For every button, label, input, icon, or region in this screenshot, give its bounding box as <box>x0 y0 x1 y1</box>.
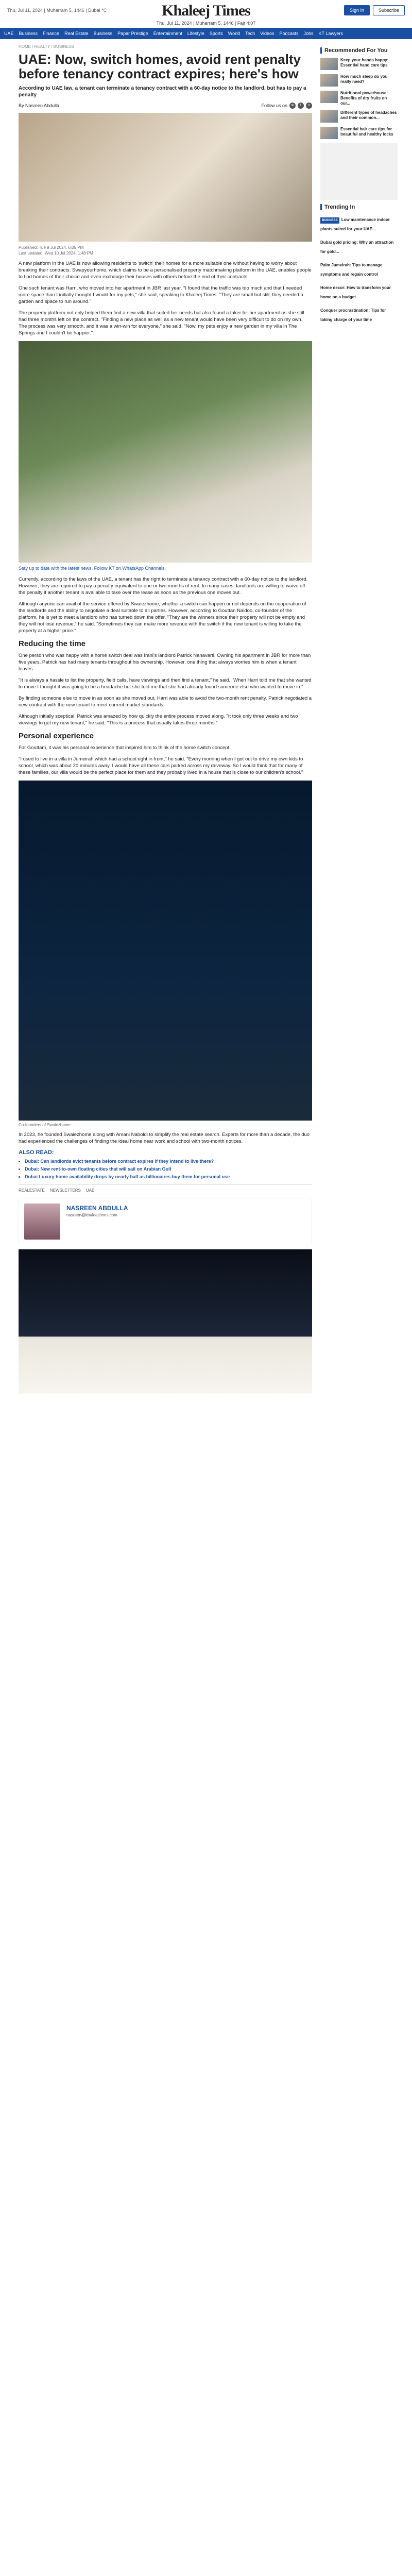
nav-item[interactable]: Tech <box>245 31 255 36</box>
nav-item[interactable]: Sports <box>209 31 223 36</box>
image-caption: Co-founders of Swaiezhome <box>19 1123 71 1127</box>
nav-item[interactable]: Videos <box>260 31 274 36</box>
recommended-item[interactable]: Keep your hands happy: Essential hand care tips <box>340 58 389 67</box>
subheadline: According to UAE law, a tenant can terminate a tenancy contract with a 60-day notice to the landlord, but has to pay a penalty <box>19 86 306 98</box>
nav-item[interactable]: Business <box>19 31 38 36</box>
recommended-title: Recommended For You <box>320 47 398 54</box>
paragraph: "I used to live in a villa in Jumeirah which had a school right in front," he said. "Every morning when I got out to drive my own kids to school, which was about 20 minutes away, I would have all these cars parked across my driveway. So I would think that for many of these families, our villa would be the perfect place for them and they probably lived in a house that is close to our children's school." <box>19 756 303 775</box>
share-bar <box>261 103 312 109</box>
updated-date: Last updated: Wed 10 Jul 2024, 1:48 PM <box>19 251 93 256</box>
main-nav <box>0 28 412 39</box>
nav-item[interactable]: Finance <box>43 31 60 36</box>
published-date: Published: Tue 9 Jul 2024, 6:05 PM <box>19 245 84 250</box>
author-link[interactable]: By Nasreen Abdulla <box>19 103 60 108</box>
top-date: Thu, Jul 11, 2024 | Muharram 5, 1446 | Dubai °C <box>7 8 107 13</box>
tag[interactable]: UAE <box>85 1188 95 1193</box>
recommended-item[interactable]: Different types of headaches and their common... <box>340 110 397 120</box>
also-read-link[interactable]: • Dubai: New rent-to-own floating cities that will sail on Arabian Gulf <box>25 1166 312 1172</box>
also-read-link[interactable]: • Dubai Luxury home availability drops by nearly half as billionaires buy them for personal use <box>25 1174 312 1179</box>
whatsapp-icon[interactable]: w <box>289 103 296 109</box>
nav-item[interactable]: Entertainment <box>153 31 182 36</box>
paragraph: One such tenant was Harri, who moved into her apartment in JBR last year. "I found that the traffic was too much and that I needed more space than I initially thought I would for my pets," she said, speaking to Khaleej Times. "They are small but still, they needed a garden and space to run around." <box>19 285 303 304</box>
sign-in-button[interactable]: Sign In <box>344 5 370 15</box>
nav-item[interactable]: Podcasts <box>279 31 299 36</box>
nav-item[interactable]: Jobs <box>303 31 314 36</box>
trending-item[interactable]: Conquer procrastination: Tips for taking charge of your time <box>320 308 386 322</box>
trending-tag: BUSINESS <box>320 217 339 224</box>
nav-item[interactable]: World <box>228 31 241 36</box>
nav-item[interactable]: KT Lawyers <box>318 31 343 36</box>
paragraph: A new platform in the UAE is now allowing residents to 'switch' their homes for a more suitable one without having to worry about breaking their contracts. Swapyourhome, which claims to be a personalised property matchmaking platform in the UAE, enables people to find homes of their choice and even exchange their houses with others before the end of their contracts. <box>19 261 312 280</box>
trending-item[interactable]: Palm Jumeirah: Tips to manage symptoms and regain control <box>320 263 383 277</box>
paragraph: Although anyone can avail of the service offered by Swaiezhome, whether a switch can happen or not depends on the cooperation of the landlords and the ability to negotiate a deal suitable to all parties. However, according to Gouttan Naidoo, co-founder of the platform, he is yet to meet a landlord who has turned down the offer. "They are the winners since their property will not be empty and they will not lose revenue," he said. "Sometimes they can make more revenue with the switch if the new tenant is willing to take the property at a higher price." <box>19 601 306 634</box>
author-name[interactable]: NASREEN ABDULLA <box>66 1205 128 1212</box>
recommended-item[interactable]: How much sleep do you really need? <box>340 74 388 84</box>
paragraph: One person who was happy with a home switch deal was Irani's landlord Patrick Nanavarti. Owning his apartment in JBR for more than five years, Patrick has had many tenants throughout his ownership. However, one thing that always worries him is when a tenant leaves. <box>19 653 311 672</box>
paragraph: The property platform not only helped them find a new villa that suited her needs but also found a taker for her apartment as she still had three months left on the contract. "Finding a new place as well as a new tenant would have been very difficult to do on my own. The process was very smooth, and it was a win-win for everyone," she said. "Now, my pets enjoy a new garden in my villa in The Springs and I couldn't be happier." <box>19 310 304 336</box>
paragraph: Currently, according to the laws of the UAE, a tenant has the right to terminate a tenancy contract with a 60-day notice to the landlord. However, they are required to pay a penalty equivalent to one or two months of rent. In many cases, landlords are willing to waive off the penalty if another tenant is available to take over the lease as soon as the previous one moves out. <box>19 577 308 596</box>
nav-item[interactable]: Business <box>93 31 113 36</box>
tag[interactable]: REALESTATE <box>19 1188 45 1193</box>
also-read <box>19 1149 312 1179</box>
site-logo[interactable]: Khaleej Times <box>162 2 250 19</box>
paragraph: By finding someone else to move in as soon as she moved out, Harri was able to avoid the two-month rent penalty. Patrick negotiated a new contract with the new tenant to meet current market standards. <box>19 696 312 708</box>
paragraph: In 2023, he founded Swaiezhome along with Amani Naboldi to simplify the real estate search. Experts for more than a decade, the duo had experienced the challenges of finding the ideal home near work and school with two-month notices. <box>19 1132 310 1144</box>
recommended-item[interactable]: Nutritional powerhouse: Benefits of dry fruits on our... <box>340 91 388 106</box>
follow-label: Follow us on <box>261 103 287 108</box>
paragraph: "It is always a hassle to list the property, field calls, have viewings and then find a tenant," he said. "When Harri told me that she wanted to move I thought it was going to be a headache but she told me that she had already found someone else who wanted to move in." <box>19 677 312 690</box>
x-icon[interactable]: x <box>306 103 312 109</box>
section-heading: Personal experience <box>19 732 94 740</box>
subscribe-button[interactable]: Subscribe <box>373 5 405 15</box>
tag-list <box>19 1184 312 1193</box>
whatsapp-promo-link[interactable]: Stay up to date with the latest news. Follow KT on WhatsApp Channels. <box>19 566 166 571</box>
trending-item[interactable]: Dubai gold pricing: Why an attraction for gold... <box>320 240 394 254</box>
author-card <box>19 1198 312 1245</box>
article <box>19 44 312 1397</box>
nav-item[interactable]: UAE <box>4 31 14 36</box>
trending-title: Trending In <box>320 204 398 210</box>
facebook-icon[interactable]: f <box>298 103 304 109</box>
ad-slot <box>320 143 398 200</box>
nav-item[interactable]: Papar Prestige <box>117 31 148 36</box>
recommended-item[interactable]: Essential hair care tips for beautiful and healthy locks <box>340 127 393 137</box>
sidebar <box>320 44 398 1397</box>
video-promo[interactable] <box>19 1249 312 1394</box>
avatar <box>24 1204 60 1240</box>
also-read-link[interactable]: • Dubai: Can landlords evict tenants before contract expires if they intend to live there? <box>25 1159 312 1164</box>
founders-image <box>19 781 312 1121</box>
author-email[interactable]: nasreen@khaleejtimes.com <box>66 1213 117 1217</box>
top-bar <box>0 0 412 21</box>
dog-image <box>19 341 312 563</box>
tag[interactable]: NEWSLETTERS <box>49 1188 81 1193</box>
trending-item[interactable]: Low maintenance indoor plants suited for your UAE... <box>320 217 390 231</box>
trending-item[interactable]: Home decor: How to transform your home on a budget <box>320 285 391 299</box>
paragraph: For Gouttam, it was his personal experience that inspired him to think of the home switch concept. <box>19 745 231 751</box>
nav-item[interactable]: Real Estate <box>64 31 89 36</box>
dateline: Thu, Jul 11, 2024 | Muharram 5, 1446 | Fajr 4:07 <box>156 21 256 26</box>
section-heading: Reducing the time <box>19 639 86 648</box>
also-read-title: ALSO READ: <box>19 1149 54 1156</box>
breadcrumb[interactable]: HOME / REALTY / BUSINESS <box>19 44 75 49</box>
nav-item[interactable]: Lifestyle <box>187 31 204 36</box>
headline: UAE: Now, switch homes, avoid rent penalty before tenancy contract expires; here's how <box>19 52 301 81</box>
lead-image <box>19 113 312 242</box>
paragraph: Although initially sceptical, Patrick was amazed by how quickly the entire process moved along. "It took only three weeks and two viewings to get my new tenant," he said. "This is a process that usually takes three months." <box>19 714 298 726</box>
